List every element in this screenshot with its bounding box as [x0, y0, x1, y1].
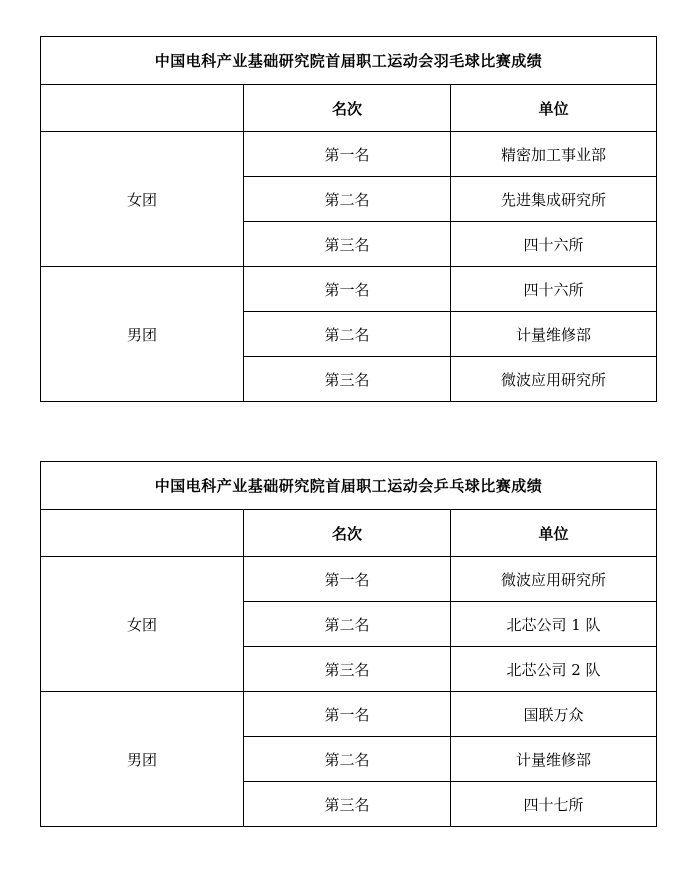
unit-cell: 精密加工事业部 [451, 132, 657, 177]
unit-cell: 四十六所 [451, 267, 657, 312]
rank-cell: 第三名 [244, 222, 451, 267]
unit-cell: 四十六所 [451, 222, 657, 267]
rank-cell: 第二名 [244, 177, 451, 222]
rank-cell: 第一名 [244, 132, 451, 177]
table-row [41, 692, 657, 737]
rank-cell: 第二名 [244, 602, 451, 647]
header-group [41, 510, 244, 557]
unit-cell: 微波应用研究所 [451, 357, 657, 402]
unit-cell: 北芯公司 1 队 [451, 602, 657, 647]
rank-cell: 第一名 [244, 267, 451, 312]
rank-cell: 第三名 [244, 782, 451, 827]
rank-cell: 第一名 [244, 557, 451, 602]
unit-cell: 国联万众 [451, 692, 657, 737]
group-name: 男团 [41, 267, 244, 402]
table-row [41, 267, 657, 312]
unit-cell: 计量维修部 [451, 312, 657, 357]
header-unit: 单位 [451, 85, 657, 132]
table-row [41, 132, 657, 177]
table-header-row [41, 510, 657, 557]
rank-cell: 第二名 [244, 312, 451, 357]
table-header-row [41, 85, 657, 132]
group-name: 男团 [41, 692, 244, 827]
header-rank: 名次 [244, 510, 451, 557]
table-row [41, 557, 657, 602]
table-tennis-results-table [40, 461, 657, 827]
unit-cell: 北芯公司 2 队 [451, 647, 657, 692]
unit-cell: 微波应用研究所 [451, 557, 657, 602]
table-title-row [41, 462, 657, 510]
unit-cell: 先进集成研究所 [451, 177, 657, 222]
header-group [41, 85, 244, 132]
rank-cell: 第三名 [244, 357, 451, 402]
rank-cell: 第二名 [244, 737, 451, 782]
rank-cell: 第三名 [244, 647, 451, 692]
unit-cell: 四十七所 [451, 782, 657, 827]
rank-cell: 第一名 [244, 692, 451, 737]
badminton-results-table [40, 36, 657, 402]
unit-cell: 计量维修部 [451, 737, 657, 782]
header-rank: 名次 [244, 85, 451, 132]
table-title-row [41, 37, 657, 85]
group-name: 女团 [41, 557, 244, 692]
group-name: 女团 [41, 132, 244, 267]
table-title: 中国电科产业基础研究院首届职工运动会乒乓球比赛成绩 [41, 462, 657, 510]
header-unit: 单位 [451, 510, 657, 557]
table-title: 中国电科产业基础研究院首届职工运动会羽毛球比赛成绩 [41, 37, 657, 85]
